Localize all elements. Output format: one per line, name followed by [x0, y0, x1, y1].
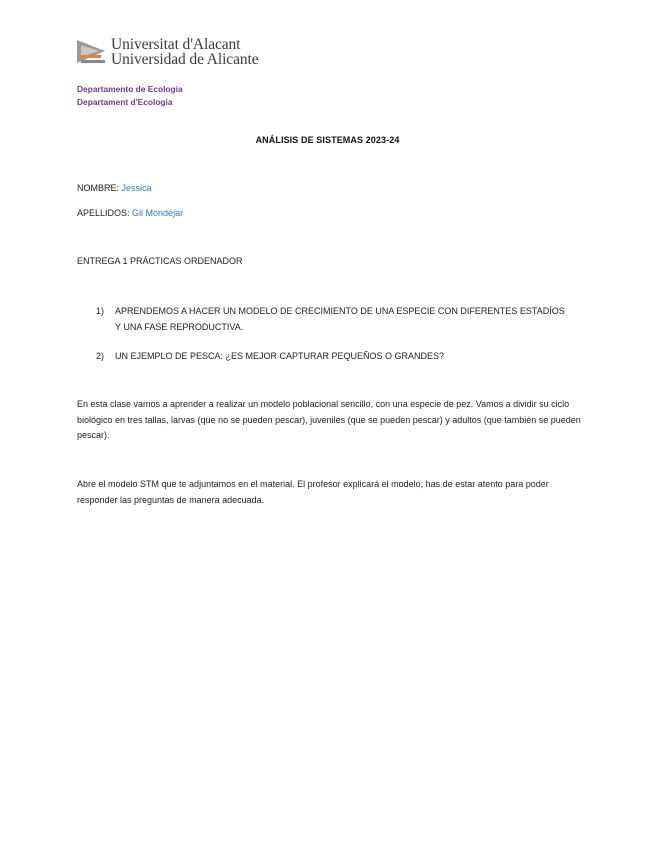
task-number: 2) [96, 351, 105, 361]
instructions-paragraph: Abre el modelo STM que te adjuntamos en el material. El profesor explicará el modelo, has de estar atento para poder responder las preguntas de manera adecuada. [77, 479, 549, 505]
university-logo-icon [77, 37, 105, 67]
entrega-heading: ENTREGA 1 PRÁCTICAS ORDENADOR [77, 256, 243, 266]
department-block [77, 83, 183, 109]
apellidos-field [77, 208, 183, 218]
apellidos-label: APELLIDOS: [77, 208, 130, 218]
document-title: ANÁLISIS DE SISTEMAS 2023-24 [255, 135, 400, 145]
task-number: 1) [96, 306, 105, 316]
task-text: APRENDEMOS A HACER UN MODELO DE CRECIMIENTO DE UNA ESPECIE CON DIFERENTES ESTADÍOS Y UNA FASE REPRODUCTIVA. [115, 306, 565, 332]
intro-paragraph: En esta clase vamos a aprender a realizar un modelo poblacional sencillo, con una especie de pez. Vamos a dividir su ciclo biológico en tres tallas, larvas (que no se pueden pescar), juveniles (que se pueden pescar) y adultos (que también se pueden pescar). [77, 399, 581, 440]
university-name-valencian: Universitat d'Alacant [111, 36, 241, 53]
department-name-spanish: Departamento de Ecología [77, 84, 183, 94]
nombre-label: NOMBRE: [77, 183, 120, 193]
task-item [96, 349, 576, 365]
university-name-spanish: Universidad de Alicante [111, 51, 259, 68]
department-name-valencian: Departament d'Ecologia [77, 97, 173, 107]
apellidos-value: Gil Mondéjar [132, 208, 184, 218]
task-item [96, 304, 576, 336]
task-text: UN EJEMPLO DE PESCA: ¿ES MEJOR CAPTURAR PEQUEÑOS O GRANDES? [115, 351, 445, 361]
university-logo [77, 37, 259, 67]
university-name [111, 37, 259, 67]
nombre-field [77, 183, 152, 193]
nombre-value: Jessica [121, 183, 152, 193]
